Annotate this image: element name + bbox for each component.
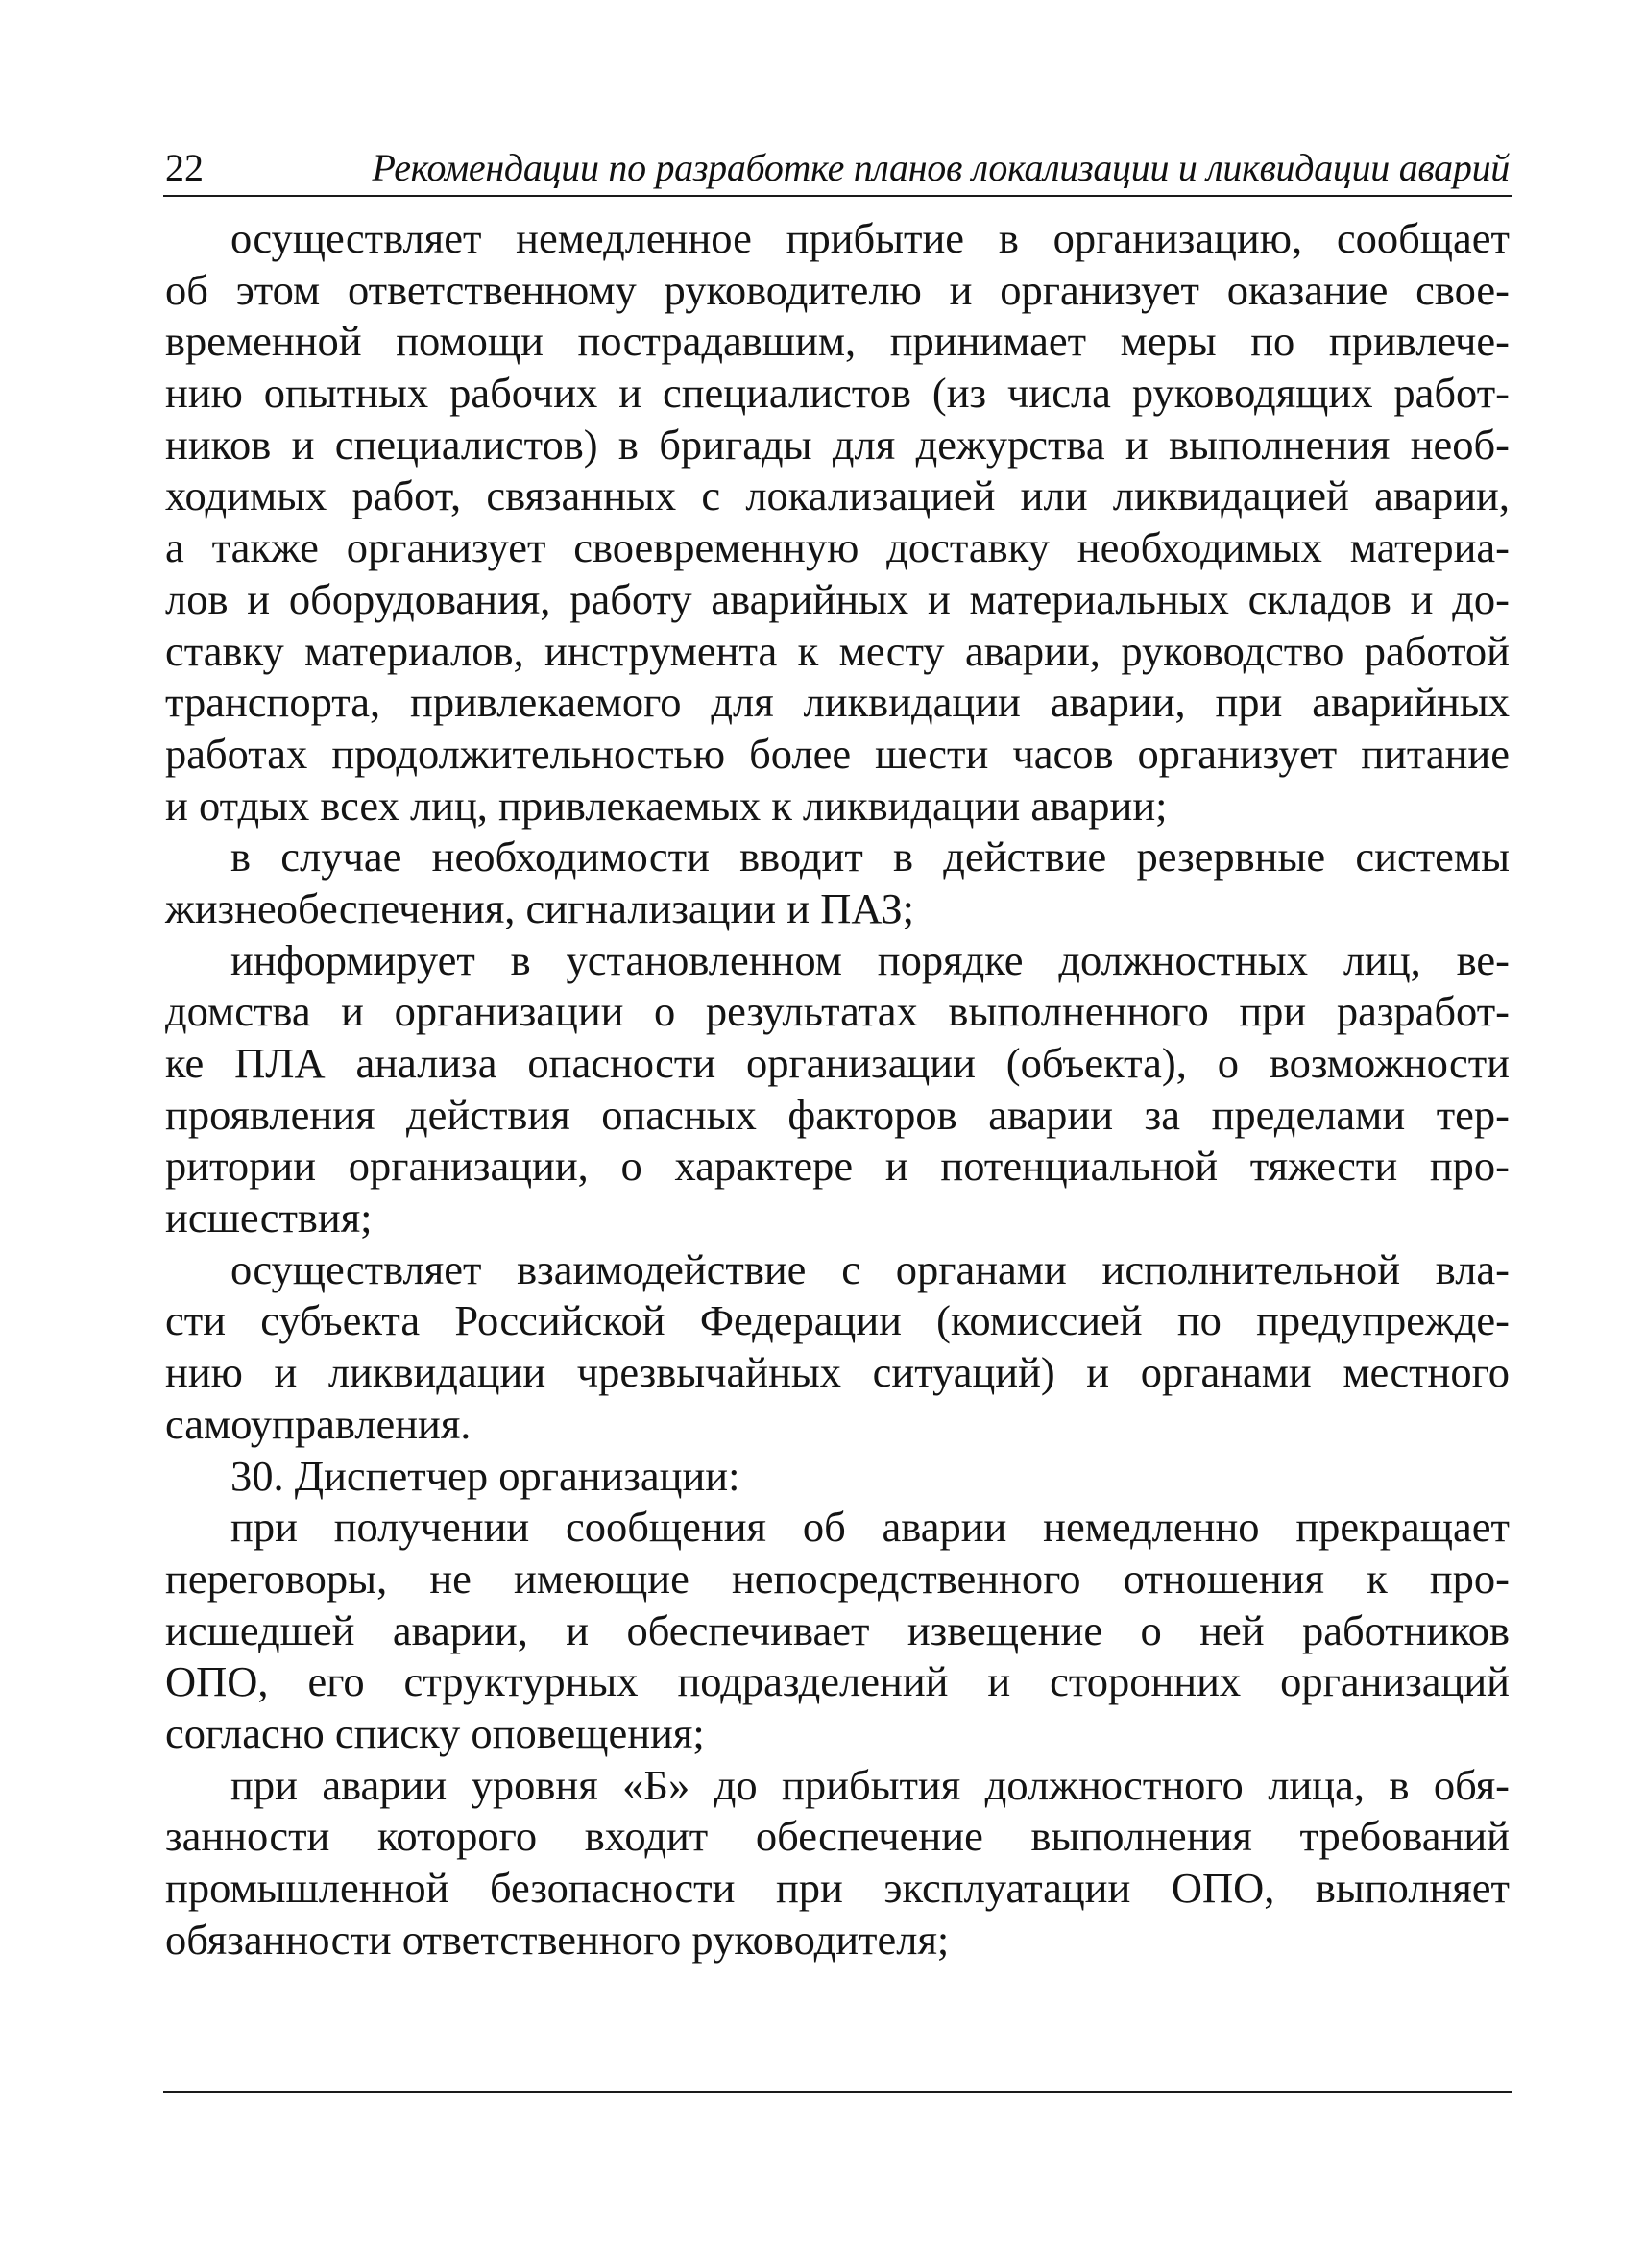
text-line: ставку материалов, инструмента к месту аварии, руководство работой: [165, 626, 1510, 675]
text-line: самоуправления.: [165, 1399, 472, 1448]
text-line: информирует в установленном порядке должностных лиц, ве-: [230, 935, 1510, 984]
text-line: об этом ответственному руководителю и организует оказание свое-: [165, 265, 1510, 314]
text-line: обязанности ответственного руководителя;: [165, 1915, 950, 1964]
text-line: занности которого входит обеспечение выполнения требований: [165, 1812, 1510, 1861]
text-line: при аварии уровня «Б» до прибытия должностного лица, в обя-: [230, 1760, 1510, 1809]
section-heading: 30. Диспетчер организации:: [230, 1451, 740, 1500]
running-header: [165, 144, 1510, 192]
text-line: переговоры, не имеющие непосредственного отношения к про-: [165, 1554, 1510, 1603]
text-line: жизнеобеспечения, сигнализации и ПАЗ;: [165, 883, 915, 932]
text-line: промышленной безопасности при эксплуатации ОПО, выполняет: [165, 1864, 1510, 1912]
text-line: ритории организации, о характере и потенциальной тяжести про-: [165, 1142, 1510, 1191]
text-line: нию опытных рабочих и специалистов (из числа руководящих работ-: [165, 369, 1510, 418]
text-line: временной помощи пострадавшим, принимает меры по привлече-: [165, 317, 1510, 366]
text-line: осуществляет немедленное прибытие в организацию, сообщает: [230, 214, 1510, 262]
text-line: ОПО, его структурных подразделений и сторонних организаций: [165, 1657, 1510, 1706]
text-line: сти субъекта Российской Федерации (комиссией по предупрежде-: [165, 1296, 1510, 1345]
text-line: ников и специалистов) в бригады для дежурства и выполнения необ-: [165, 420, 1510, 469]
body-text: [165, 213, 1510, 1966]
text-line: транспорта, привлекаемого для ликвидации аварии, при аварийных: [165, 678, 1510, 727]
page-number: 22: [165, 146, 204, 189]
text-line: а также организует своевременную доставку необходимых материа-: [165, 523, 1510, 572]
text-line: ке ПЛА анализа опасности организации (объекта), о возможности: [165, 1039, 1510, 1087]
text-line: лов и оборудования, работу аварийных и материальных складов и до-: [165, 574, 1510, 623]
running-header-title: Рекомендации по разработке планов локализации и ликвидации аварий: [372, 146, 1510, 189]
text-line: согласно списку оповещения;: [165, 1708, 705, 1757]
text-line: осуществляет взаимодействие с органами исполнительной вла-: [230, 1244, 1510, 1293]
header-divider: [163, 195, 1512, 197]
text-line: нию и ликвидации чрезвычайных ситуаций) и органами местного: [165, 1348, 1510, 1397]
footer-divider: [163, 2091, 1512, 2093]
text-line: работах продолжительностью более шести часов организует питание: [165, 729, 1510, 778]
text-line: исшествия;: [165, 1194, 373, 1243]
text-line: исшедшей аварии, и обеспечивает извещение о ней работников: [165, 1605, 1510, 1654]
text-line: домства и организации о результатах выполненного при разработ-: [165, 987, 1510, 1036]
text-line: ходимых работ, связанных с локализацией или ликвидацией аварии,: [165, 471, 1510, 520]
text-line: и отдых всех лиц, привлекаемых к ликвидации аварии;: [165, 781, 1168, 830]
text-line: проявления действия опасных факторов аварии за пределами тер-: [165, 1090, 1510, 1139]
text-line: в случае необходимости вводит в действие резервные системы: [230, 832, 1510, 881]
text-line: при получении сообщения об аварии немедленно прекращает: [230, 1503, 1510, 1552]
